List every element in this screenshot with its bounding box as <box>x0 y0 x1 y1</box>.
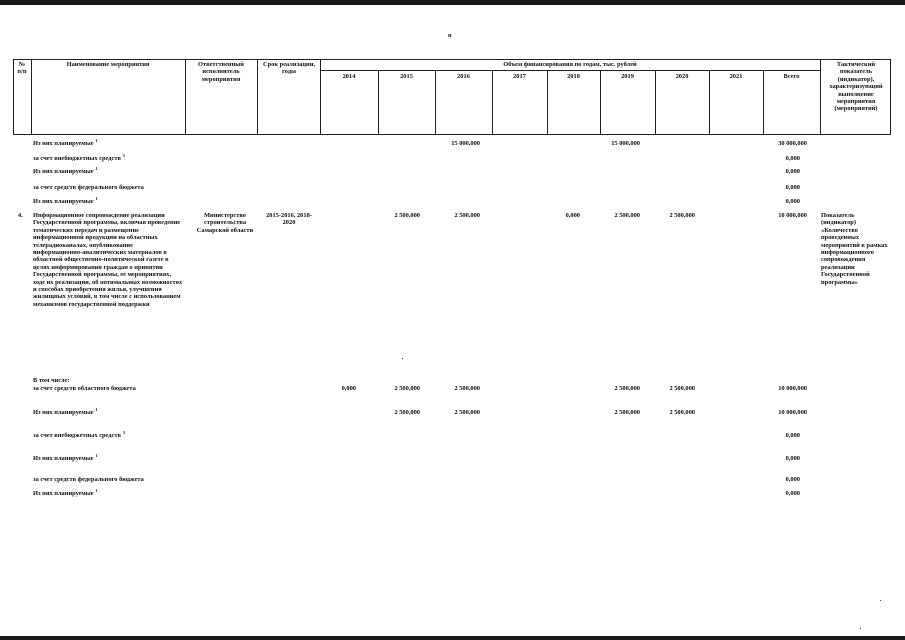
cell-2016: 2 500,000 <box>454 212 480 219</box>
including-label: В том числе: <box>33 377 70 384</box>
header-year-2014: 2014 <box>342 73 356 80</box>
row-label: за счет средств федерального бюджета <box>33 184 144 191</box>
cell-total: 30 000,000 <box>778 140 807 147</box>
cell-2020: 2 500,000 <box>669 385 695 392</box>
row-label: Из них планируемые $^1$ <box>33 195 98 205</box>
row-label: Из них планируемые $^1$ <box>33 165 98 175</box>
page-number: н <box>448 33 452 39</box>
row-label: Из них планируемые $^1$ <box>33 487 98 497</box>
col-line <box>185 59 186 135</box>
cell-total: 0,000 <box>785 476 800 483</box>
header-total: Всего <box>783 73 800 80</box>
finance-subheader-line <box>320 70 820 71</box>
header-year-2021: 2021 <box>729 73 743 80</box>
cell-2015: 2 500,000 <box>394 385 420 392</box>
row-label: за счет средств федерального бюджета <box>33 476 144 483</box>
header-finance: Объем финансирования по годам, тыс. рублей <box>503 61 637 68</box>
header-year-2017: 2017 <box>513 73 526 80</box>
col-line <box>820 59 821 135</box>
cell-2015: 2 500,000 <box>394 409 420 416</box>
cell-2014: 0,000 <box>341 385 356 392</box>
scan-speck <box>402 358 403 359</box>
header-indicator: Тактический показатель (индикатор), характеризующий выполнение мероприятия (мероприятий) <box>829 61 883 113</box>
cell-2020: 2 500,000 <box>669 409 695 416</box>
header-year-2016: 2016 <box>457 73 470 80</box>
header-year-2019: 2019 <box>621 73 634 80</box>
row-label: за счет внебюджетных средств $^3$ <box>33 429 125 439</box>
cell-2019: 15 000,000 <box>611 140 640 147</box>
cell-2020: 2 500,000 <box>669 212 695 219</box>
col-line <box>890 59 891 135</box>
cell-2015: 2 500,000 <box>394 212 420 219</box>
item-indicator: Показатель (индикатор) «Количество проведенных мероприятий в рамках информационного сопровождения реализации Государственной программы» <box>821 212 888 286</box>
cell-total: 0,000 <box>785 184 800 191</box>
table-header <box>13 59 891 134</box>
cell-2016: 15 000,000 <box>451 140 480 147</box>
item-term: 2015-2016, 2018-2020 <box>266 212 312 227</box>
cell-2019: 2 500,000 <box>614 385 640 392</box>
item-number: 4. <box>18 212 23 219</box>
cell-total: 0,000 <box>785 198 800 205</box>
header-executor: Ответственный исполнитель мероприятия <box>198 61 244 83</box>
header-no: № п/п <box>17 61 27 76</box>
cell-2019: 2 500,000 <box>614 409 640 416</box>
cell-total: 10 000,000 <box>778 385 807 392</box>
header-term: Срок реализации, годы <box>263 61 315 76</box>
cell-total: 10 000,000 <box>778 212 807 219</box>
scan-speck <box>860 628 861 629</box>
header-year-2018: 2018 <box>567 73 580 80</box>
scan-bottom-edge <box>0 636 905 640</box>
col-line <box>31 59 32 135</box>
cell-total: 0,000 <box>785 455 800 462</box>
header-year-2020: 2020 <box>675 73 689 80</box>
row-label: за счет средств областного бюджета <box>33 385 136 392</box>
header-border-bottom <box>13 134 891 135</box>
item-description: Информационное сопровождение реализации Государственной программы, включая проведение тематических передач и размещение информационной продукции на областных телерадиоканалах, опубликование информационно-аналитических материалов в областной общественно-политической газете в целях информирования граждан о принятии Государственной программы, ее мероприятиях, ходе их реализации, об оптимальных возможностях и способах приобретения жилья, улучшения жилищных условий, в том числе с использованием механизмов государственной поддержки <box>33 212 183 308</box>
header-border-top <box>13 59 891 60</box>
row-label: Из них планируемые $^1$ <box>33 137 98 147</box>
cell-total: 0,000 <box>785 432 800 439</box>
cell-total: 0,000 <box>785 490 800 497</box>
row-label: за счет внебюджетных средств $^3$ <box>33 152 125 162</box>
cell-total: 0,000 <box>785 155 800 162</box>
row-label: Из них планируемые $^1$ <box>33 452 98 462</box>
scan-speck <box>880 600 881 601</box>
header-name: Наименование мероприятия <box>66 61 150 68</box>
cell-2016: 2 500,000 <box>454 385 480 392</box>
col-line <box>257 59 258 135</box>
row-label: Из них планируемые $^1$ <box>33 406 98 416</box>
cell-2019: 2 500,000 <box>614 212 640 219</box>
header-year-2015: 2015 <box>400 73 413 80</box>
cell-total: 0,000 <box>785 168 800 175</box>
item-executor: Министерство строительства Самарской области <box>196 212 254 234</box>
scan-top-edge <box>0 0 905 5</box>
cell-2018: 0,000 <box>565 212 580 219</box>
col-line <box>320 59 321 135</box>
cell-2016: 2 500,000 <box>454 409 480 416</box>
cell-total: 10 000,000 <box>778 409 807 416</box>
